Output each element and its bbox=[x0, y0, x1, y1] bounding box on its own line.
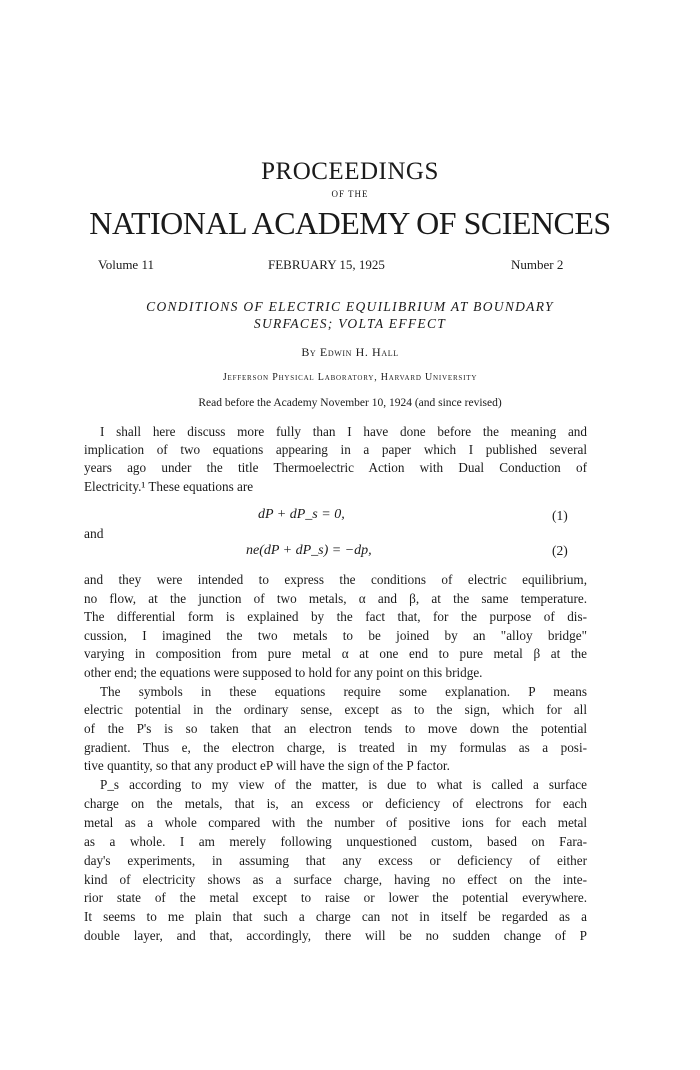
body-text-line: I shall here discuss more fully than I have done before the meaning and bbox=[100, 424, 587, 439]
equation-2-number: (2) bbox=[552, 543, 568, 558]
body-text-line: varying in composition from pure metal α at one end to pure metal β at the bbox=[84, 646, 587, 661]
body-text-line: kind of electricity shows as a surface charge, having no effect on the inte- bbox=[84, 872, 587, 887]
issue-date: FEBRUARY 15, 1925 bbox=[268, 257, 385, 272]
body-text-line: metal as a whole compared with the number of positive ions for each metal bbox=[84, 815, 587, 830]
journal-title-of-the: OF THE bbox=[331, 189, 369, 199]
author-affiliation: Jefferson Physical Laboratory, Harvard University bbox=[222, 372, 478, 383]
body-text-line: It seems to me plain that such a charge can not in itself be regarded as a bbox=[84, 909, 587, 924]
issue-number: Number 2 bbox=[511, 257, 564, 272]
article-title-line: CONDITIONS OF ELECTRIC EQUILIBRIUM AT BOUNDARY bbox=[146, 299, 554, 314]
body-text-line: no flow, at the junction of two metals, α and β, at the same temperature. bbox=[84, 591, 587, 606]
body-text-line: The differential form is explained by the fact that, for the purpose of dis- bbox=[84, 609, 587, 624]
body-text-line: double layer, and that, accordingly, there will be no sudden change of P bbox=[84, 928, 587, 943]
body-text-line: cussion, I imagined the two metals to be joined by an "alloy bridge" bbox=[84, 628, 587, 643]
body-text-line: gradient. Thus e, the electron charge, is treated in my formulas as a posi- bbox=[84, 740, 587, 755]
body-text-line: other end; the equations were supposed to hold for any point on this bridge. bbox=[84, 665, 483, 680]
equation-1: dP + dP_s = 0, bbox=[258, 507, 345, 522]
article-title-line: SURFACES; VOLTA EFFECT bbox=[253, 316, 447, 331]
body-text-line: rior state of the metal except to raise or lower the potential everywhere. bbox=[84, 890, 587, 905]
equation-2: ne(dP + dP_s) = −dp, bbox=[246, 543, 372, 558]
journal-title-proceedings: PROCEEDINGS bbox=[261, 158, 439, 185]
journal-title-academy: NATIONAL ACADEMY OF SCIENCES bbox=[89, 205, 611, 241]
body-text-line: as a whole. I am merely following unquestioned custom, based on Fara- bbox=[84, 834, 587, 849]
body-text-line: and they were intended to express the conditions of electric equilibrium, bbox=[84, 572, 587, 587]
body-text-line: years ago under the title Thermoelectric Action with Dual Conduction of bbox=[84, 460, 587, 475]
volume-label: Volume 11 bbox=[98, 257, 154, 272]
body-text-line: electric potential in the ordinary sense, except as to the sign, which for all bbox=[84, 702, 587, 717]
body-text-line: charge on the metals, that is, an excess or deficiency of electrons for each bbox=[84, 796, 587, 811]
body-text-line: P_s according to my view of the matter, is due to what is called a surface bbox=[100, 777, 587, 792]
body-text-line: tive quantity, so that any product eP will have the sign of the P factor. bbox=[84, 758, 450, 773]
author-byline: By Edwin H. Hall bbox=[301, 345, 399, 359]
connecting-word: and bbox=[84, 526, 104, 541]
body-text-line: day's experiments, in assuming that any excess or deficiency of either bbox=[84, 853, 587, 868]
read-note: Read before the Academy November 10, 1924 (and since revised) bbox=[198, 397, 502, 409]
body-text-line: of the P's is so taken that an electron tends to move down the potential bbox=[84, 721, 587, 736]
body-text-line: implication of two equations appearing in a paper which I published several bbox=[84, 442, 587, 457]
body-text-line: Electricity.¹ These equations are bbox=[84, 479, 254, 494]
body-text-line: The symbols in these equations require some explanation. P means bbox=[100, 684, 587, 699]
equation-1-number: (1) bbox=[552, 508, 568, 523]
